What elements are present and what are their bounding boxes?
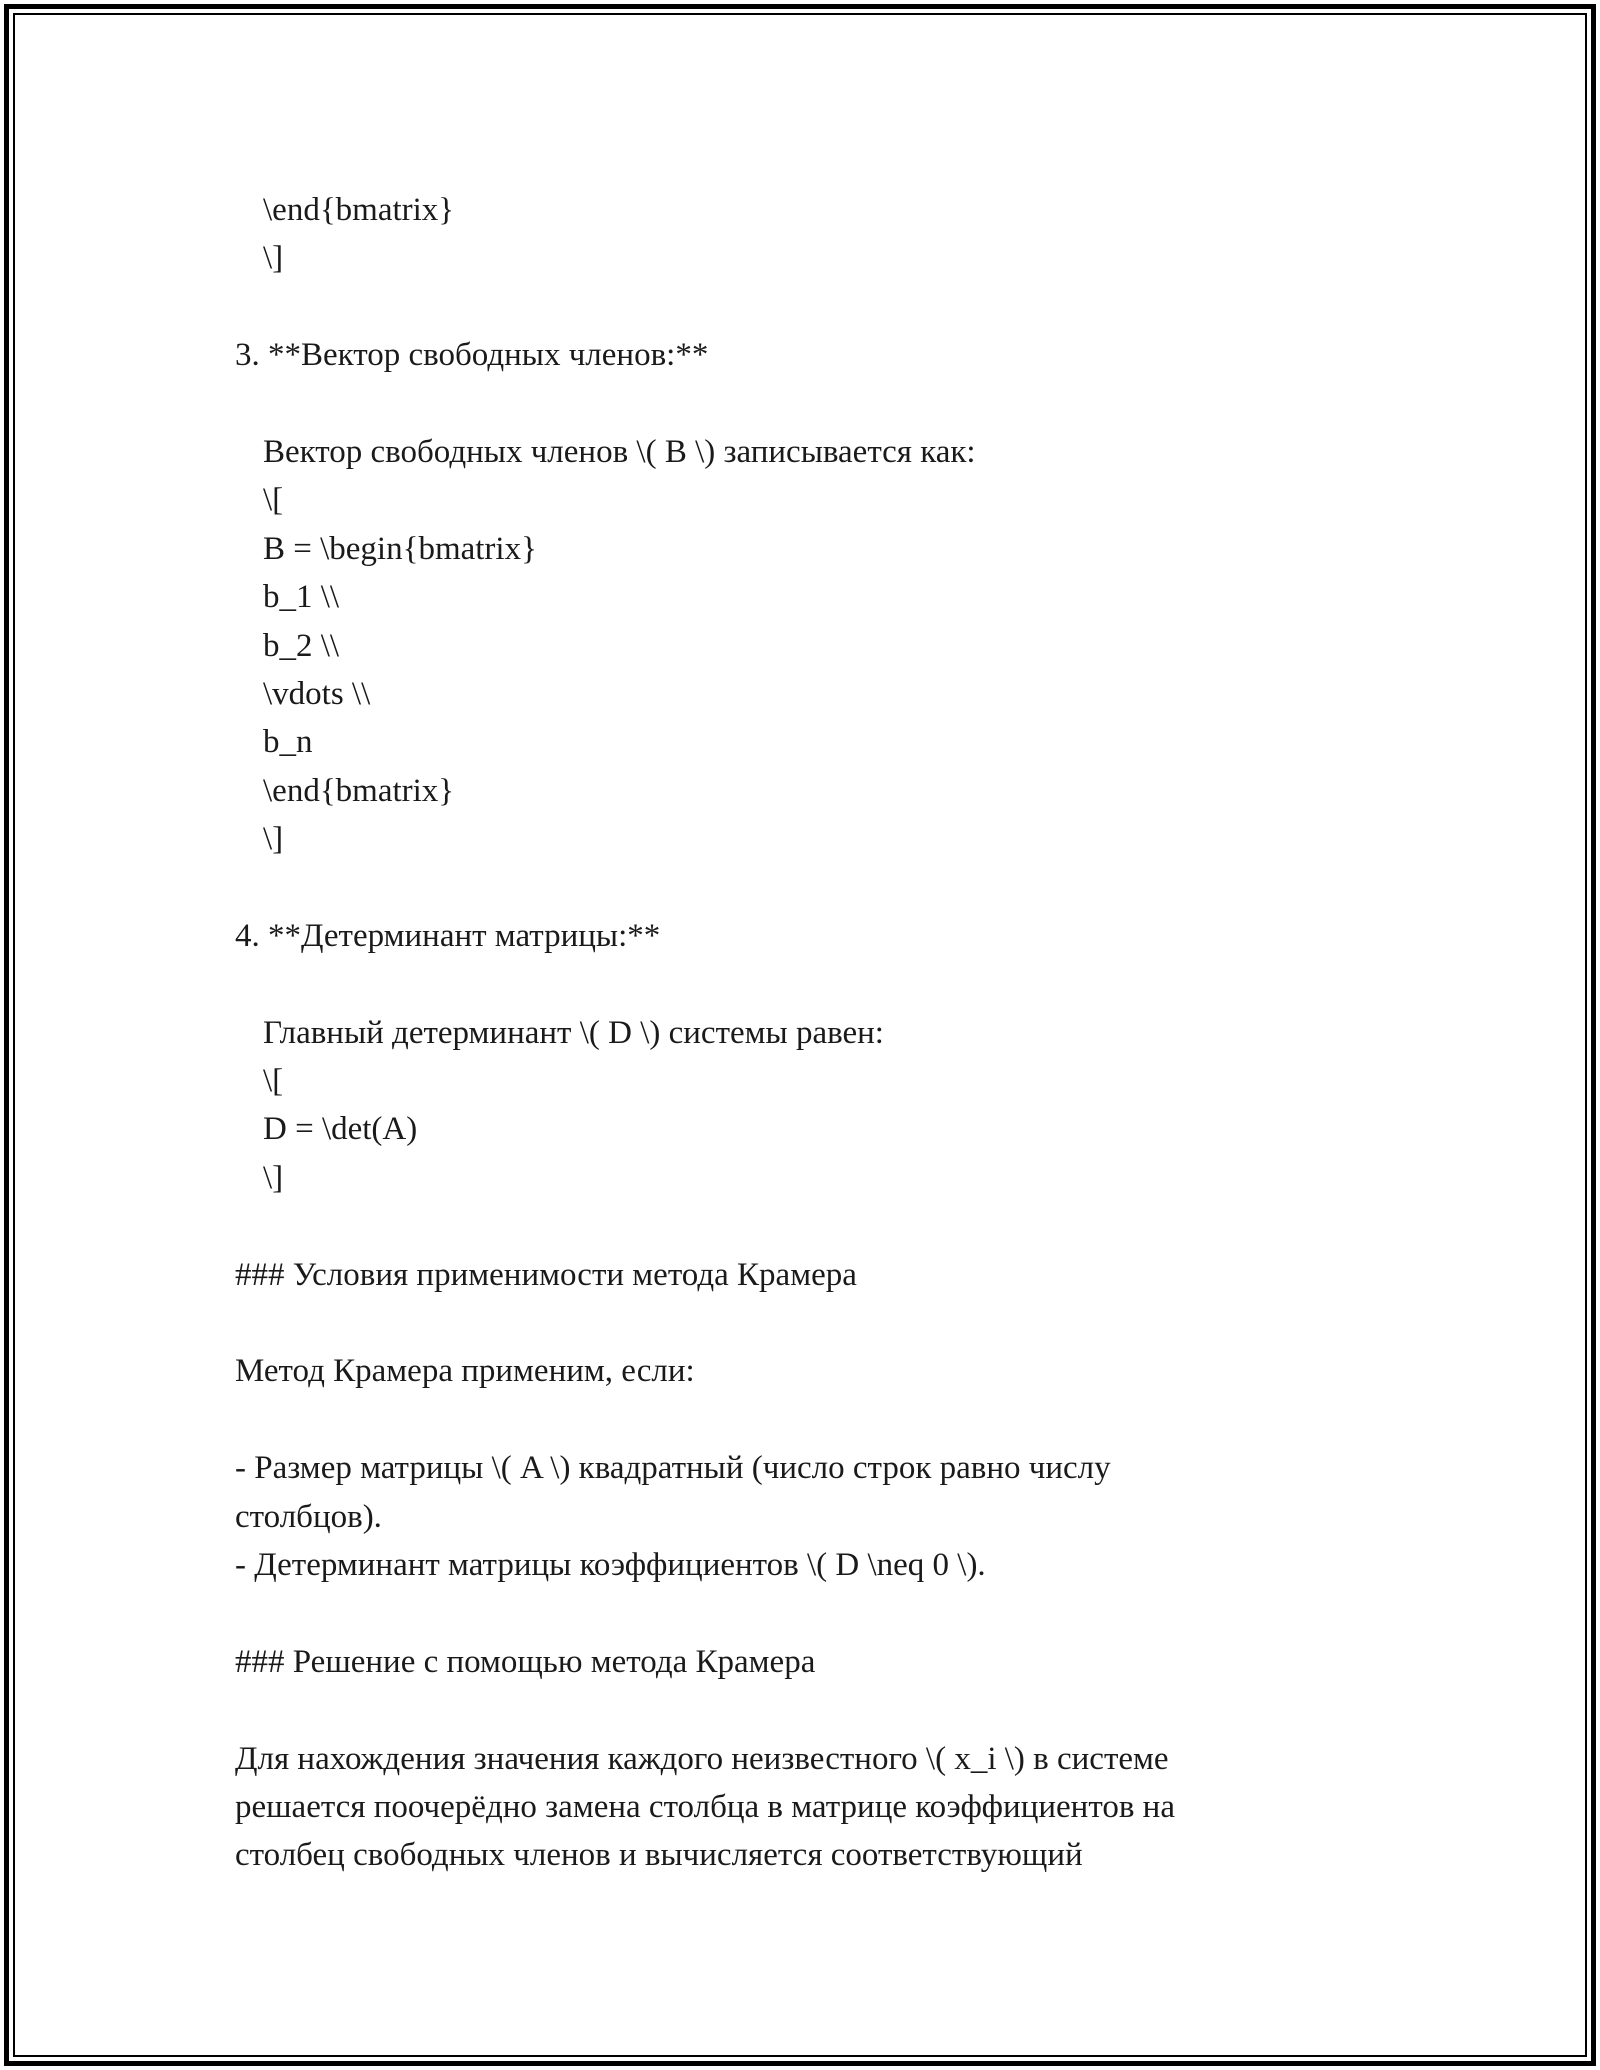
blank-line: [235, 1686, 1385, 1734]
text-line: ### Решение с помощью метода Крамера: [235, 1643, 816, 1680]
text-line: 4. **Детерминант матрицы:**: [235, 917, 661, 954]
text-line: \[: [263, 482, 284, 519]
blank-line: [235, 863, 1385, 911]
text-line: \]: [263, 240, 284, 277]
text-line: столбцов).: [235, 1498, 382, 1535]
text-line: Для нахождения значения каждого неизвестного \( x_i \) в системе: [235, 1740, 1169, 1777]
text-line: решается поочерёдно замена столбца в матрице коэффициентов на: [235, 1788, 1175, 1825]
blank-line: [235, 1589, 1385, 1637]
blank-line: [235, 960, 1385, 1008]
document-body: [235, 186, 1385, 1880]
text-line: столбец свободных членов и вычисляется соответствующий: [235, 1837, 1083, 1874]
text-line: b_n: [263, 724, 313, 761]
text-line: Метод Крамера применим, если:: [235, 1353, 695, 1390]
blank-line: [235, 283, 1385, 331]
text-line: 3. **Вектор свободных членов:**: [235, 337, 709, 374]
text-line: ### Условия применимости метода Крамера: [235, 1256, 857, 1293]
text-line: \end{bmatrix}: [263, 772, 455, 809]
text-line: \end{bmatrix}: [263, 192, 455, 228]
text-line: b_2 \\: [263, 627, 340, 664]
text-line: \vdots \\: [263, 675, 371, 712]
blank-line: [235, 1396, 1385, 1444]
text-line: - Размер матрицы \( A \) квадратный (число строк равно числу: [235, 1450, 1111, 1487]
text-line: Главный детерминант \( D \) системы равен:: [263, 1014, 884, 1051]
blank-line: [235, 1299, 1385, 1347]
text-line: \]: [263, 1159, 284, 1196]
text-line: Вектор свободных членов \( B \) записывается как:: [263, 433, 976, 470]
text-line: B = \begin{bmatrix}: [263, 530, 537, 567]
text-line: \[: [263, 1063, 284, 1100]
blank-line: [235, 1202, 1385, 1250]
text-line: - Детерминант матрицы коэффициентов \( D \neq 0 \).: [235, 1546, 986, 1583]
blank-line: [235, 380, 1385, 428]
text-line: \]: [263, 821, 284, 858]
text-line: D = \det(A): [263, 1111, 418, 1148]
text-line: b_1 \\: [263, 579, 340, 616]
